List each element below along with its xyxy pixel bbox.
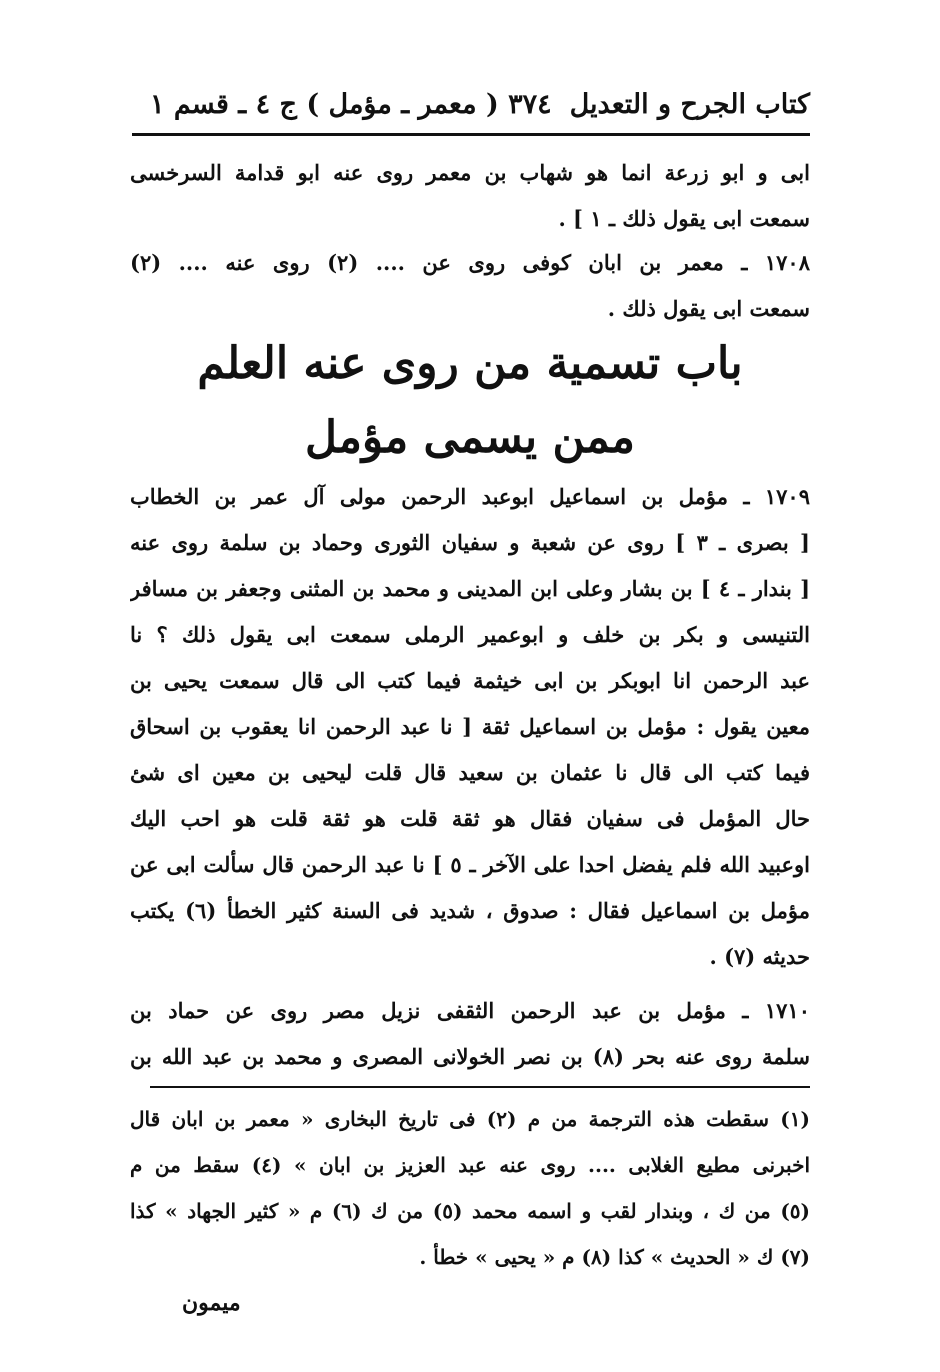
text-line: ابى و ابو زرعة انما هو شهاب بن معمر روى عنه ابو قدامة السرخسى (130, 160, 810, 185)
footnote-rule (150, 1086, 810, 1088)
text-line: سلمة روى عنه بحر (٨) بن نصر الخولانى المصرى و محمد بن عبد الله بن (130, 1044, 810, 1069)
text-line: معين يقول : مؤمل بن اسماعيل ثقة [ نا عبد الرحمن انا يعقوب بن اسحاق (130, 714, 810, 739)
text-line: ١٧١٠ ـ مؤمل بن عبد الرحمن الثقفى نزيل مصر روى عن حماد بن (130, 998, 810, 1023)
text-line: اوعبيد الله فلم يفضل احدا على الآخر ـ ٥ ] نا عبد الرحمن قال سألت ابى عن (130, 852, 810, 877)
text-line: عبد الرحمن انا ابوبكر بن ابى خيثمة فيما كتب الى قال سمعت يحيى بن (130, 668, 810, 693)
entry-1710 (130, 988, 810, 1080)
book-title: كتاب الجرح و التعديل (569, 88, 810, 120)
text-line: حديثه (٧) . (709, 944, 810, 969)
footnotes (130, 1096, 810, 1280)
section-heading-line2: ممن يسمى مؤمل (305, 412, 635, 463)
page-info: ٣٧٤ ( معمر ـ مؤمل ) ج ٤ ـ قسم ١ (150, 88, 552, 120)
text-line: مؤمل بن اسماعيل فقال : صدوق ، شديد فى السنة كثير الخطأ (٦) يكتب (130, 898, 810, 923)
running-header (150, 84, 810, 124)
text-line: سمعت ابى يقول ذلك . (607, 296, 810, 321)
entry-1709 (130, 474, 810, 980)
section-heading-line1: باب تسمية من روى عنه العلم (197, 338, 743, 389)
entry-1708 (130, 240, 810, 332)
text-line: فيما كتب الى قال نا عثمان بن سعيد قال قلت ليحيى بن معين اى شئ (130, 760, 810, 785)
text-line: ١٧٠٨ ـ معمر بن ابان كوفى روى عن .... (٢) روى عنه .... (٢) (130, 250, 810, 275)
footnote-line: (١) سقطت هذه الترجمة من م (٢) فى تاريخ البخارى « معمر بن ابان قال (130, 1107, 810, 1131)
footnote-line: (٥) من ك ، وبندار لقب و اسمه محمد (٥) من ك (٦) م « كثير الجهاد » كذا (130, 1199, 810, 1223)
text-line: ١٧٠٩ ـ مؤمل بن اسماعيل ابوعبد الرحمن مولى آل عمر بن الخطاب (130, 484, 810, 509)
text-line: حال المؤمل فى سفيان فقال هو ثقة قلت هو ثقة قلت هو احب اليك (130, 806, 810, 831)
text-line: [ بندار ـ ٤ ] بن بشار وعلى ابن المدينى و محمد بن المثنى وجعفر بن مسافر (130, 576, 810, 601)
text-line: التنيسى و بكر بن خلف و ابوعمير الرملى سمعت ابى يقول ذلك ؟ نا (130, 622, 810, 647)
footnote-line: (٧) ك « الحديث » كذا (٨) م « يحيى » خطأ . (419, 1245, 810, 1269)
text-line: [ بصرى ـ ٣ ] روى عن شعبة و سفيان الثورى وحماد بن سلمة روى عنه (130, 530, 810, 555)
header-rule (132, 133, 810, 136)
top-paragraph (130, 150, 810, 242)
text-line: سمعت ابى يقول ذلك ـ ١ ] . (558, 206, 810, 231)
footnote-line: اخبرنى مطيع الغلابى .... روى عنه عبد العزيز بن ابان » (٤) سقط من م (130, 1153, 810, 1177)
catchword: ميمون (182, 1290, 241, 1316)
